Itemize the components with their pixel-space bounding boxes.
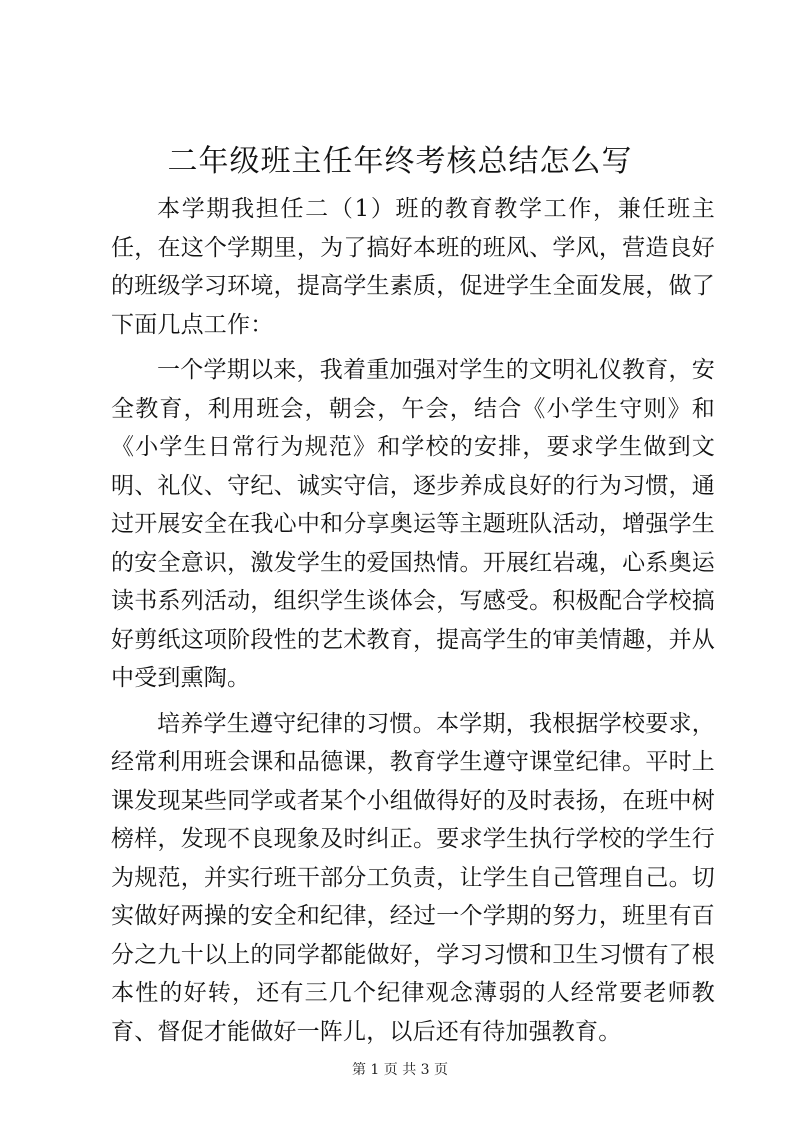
- page-number-label: 第 1 页 共 3 页: [351, 1062, 449, 1078]
- paragraph: 一个学期以来，我着重加强对学生的文明礼仪教育，安全教育，利用班会，朝会，午会，结合《小学生守则》和《小学生日常行为规范》和学校的安排，要求学生做到文明、礼仪、守纪、诚实守信，逐步养成良好的行为习惯，通过开展安全在我心中和分享奥运等主题班队活动，增强学生的安全意识，激发学生的爱国热情。开展红岩魂，心系奥运读书系列活动，组织学生谈体会，写感受。积极配合学校搞好剪纸这项阶段性的艺术教育，提高学生的审美情趣，并从中受到熏陶。: [111, 357, 715, 691]
- document-body: [111, 190, 715, 1058]
- paragraph: 培养学生遵守纪律的习惯。本学期，我根据学校要求，经常利用班会课和品德课，教育学生遵守课堂纪律。平时上课发现某些同学或者某个小组做得好的及时表扬，在班中树榜样，发现不良现象及时纠正。要求学生执行学校的学生行为规范，并实行班干部分工负责，让学生自己管理自己。切实做好两操的安全和纪律，经过一个学期的努力，班里有百分之九十以上的同学都能做好，学习习惯和卫生习惯有了根本性的好转，还有三几个纪律观念薄弱的人经常要老师教育、督促才能做好一阵儿，以后还有待加强教育。: [111, 710, 715, 1045]
- page-footer: [0, 1060, 800, 1080]
- paragraph: 本学期我担任二（1）班的教育教学工作，兼任班主任，在这个学期里，为了搞好本班的班风、学风，营造良好的班级学习环境，提高学生素质，促进学生全面发展，做了下面几点工作：: [111, 196, 715, 338]
- document-title: 二年级班主任年终考核总结怎么写: [167, 144, 633, 179]
